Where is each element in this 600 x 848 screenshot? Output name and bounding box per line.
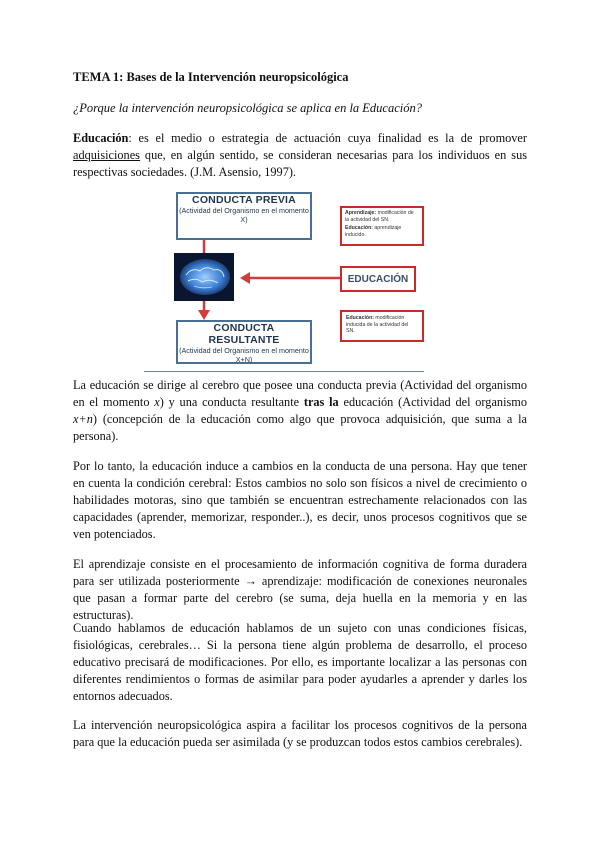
- p2-text-c: educación (Actividad del organismo: [338, 395, 527, 409]
- paragraph-definition: [73, 130, 527, 181]
- educacion2-label: Educación:: [346, 315, 374, 321]
- vertical-arrow-head: [198, 310, 210, 320]
- educacion-note-box: [340, 310, 424, 342]
- p2-var-x: x: [154, 395, 160, 409]
- horizontal-arrow-head: [240, 272, 250, 284]
- page-title: TEMA 1: Bases de la Intervención neuropsicológica: [73, 70, 349, 84]
- divider-line: [144, 371, 424, 372]
- underlined-term: adquisiciones: [73, 148, 140, 162]
- p2-text-a: La educación se dirige al cerebro que posee una conducta previa (Actividad del organismo en el momento: [73, 378, 527, 409]
- brain-icon: [174, 253, 234, 301]
- paragraph-cambios: Por lo tanto, la educación induce a cambios en la conducta de una persona. Hay que tener en cuenta la condición cerebral: Estos cambios no solo son físicos a nivel de crecimiento o habilidades motoras, sino que también se encuentran estrechamente relacionados con las capacidades (aprender, memorizar, responder..), es decir, unos procesos cognitivos que se ven potenciados.: [73, 459, 527, 541]
- conducta-previa-sub: (Actividad del Organismo en el momento X): [179, 206, 309, 224]
- educacion-text: aprendizaje inducido.: [345, 225, 402, 238]
- definition-text-a: : es el medio o estrategia de actuación cuya finalidad es la de promover: [128, 131, 527, 145]
- educacion-label: Educación:: [345, 225, 373, 231]
- conducta-previa-title: CONDUCTA PREVIA: [192, 194, 296, 206]
- paragraph-sujeto: Cuando hablamos de educación hablamos de un sujeto con unas condiciones físicas, fisiológicas, cerebrales… Si la persona tiene algún problema de desarrollo, el proceso educativo precisará de modificaciones. Por ello, es importante localizar a las personas con diferentes rendimientos o formas de asimilar para poder ayudarles a aprender y darles los entornos adecuados.: [73, 621, 527, 703]
- p2-text-d: ) (concepción de la educación como algo que provoca adquisición, que suma a la persona).: [73, 412, 527, 443]
- page-subtitle: ¿Porque la intervención neuropsicológica se aplica en la Educación?: [73, 101, 422, 115]
- conducta-resultante-box: [176, 320, 312, 364]
- educacion-box: EDUCACIÓN: [340, 266, 416, 292]
- aprendizaje-label: Aprendizaje:: [345, 210, 377, 216]
- conducta-previa-box: [176, 192, 312, 240]
- paragraph-aprendizaje: El aprendizaje consiste en el procesamiento de información cognitiva de forma duradera para ser utilizada posteriormente → aprendizaje: modificación de conexiones neuronales que pasan a formar parte del cerebro (se suma, deja huella en la memoria y en las estructuras).: [73, 557, 527, 622]
- conducta-resultante-title: CONDUCTA RESULTANTE: [208, 322, 280, 346]
- p2-bold: tras la: [303, 395, 339, 409]
- p2-var-xn: x+n: [73, 412, 93, 426]
- paragraph-intervencion: La intervención neuropsicológica aspira a facilitar los procesos cognitivos de la persona para que la educación pueda ser asimilada (y se produzcan todos estos cambios cerebrales).: [73, 718, 527, 749]
- definition-text-b: que, en algún sentido, se consideran necesarias para los individuos en sus respectivas sociedades. (J.M. Asensio, 1997).: [73, 148, 527, 179]
- aprendizaje-note-box: [340, 206, 424, 246]
- education-diagram: [160, 186, 430, 362]
- paragraph-conducta: [73, 377, 527, 445]
- conducta-resultante-sub: (Actividad del Organismo en el momento X+N): [179, 346, 309, 364]
- p2-text-b: ) y una conducta resultante: [159, 395, 304, 409]
- educacion2-text: modificación inducida de la actividad del SN.: [346, 315, 409, 334]
- term-educacion: Educación: [73, 131, 129, 145]
- aprendizaje-text: modificación de la actividad del SN.: [345, 210, 414, 223]
